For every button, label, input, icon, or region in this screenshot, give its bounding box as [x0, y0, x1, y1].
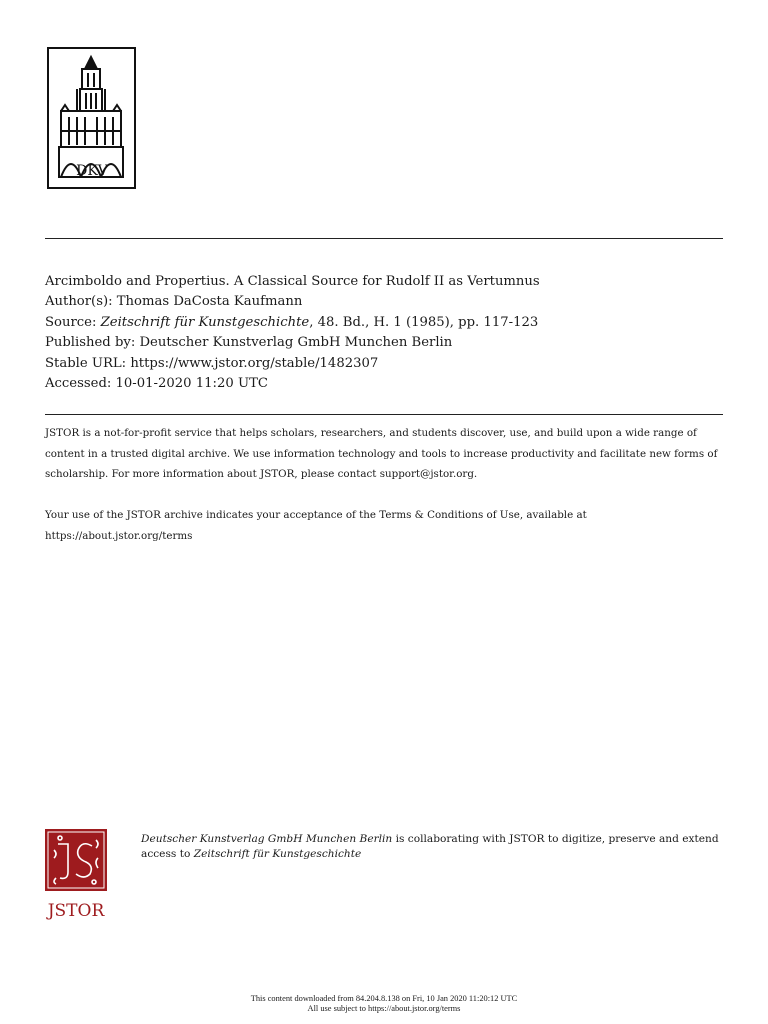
accessed-label: Accessed:: [45, 376, 112, 392]
accessed-value: 10-01-2020 11:20 UTC: [115, 376, 268, 392]
footer-terms-line: All use subject to https://about.jstor.org/terms: [307, 1004, 461, 1013]
published-by-line: [45, 333, 725, 353]
article-metadata: [45, 272, 725, 394]
download-footer: [0, 994, 768, 1014]
published-by-value[interactable]: Deutscher Kunstverlag GmbH Munchen Berlin: [139, 335, 453, 351]
source-details: , 48. Bd., H. 1 (1985), pp. 117-123: [309, 314, 539, 330]
dkv-cathedral-logo: [47, 47, 136, 189]
collaboration-statement: [141, 832, 731, 862]
stable-url-link[interactable]: https://www.jstor.org/stable/1482307: [130, 355, 379, 371]
collab-journal[interactable]: Zeitschrift für Kunstgeschichte: [193, 847, 362, 860]
jstor-notice: [45, 423, 725, 547]
source-line: [45, 313, 725, 333]
accessed-line: [45, 374, 725, 394]
source-journal[interactable]: Zeitschrift für Kunstgeschichte: [100, 314, 310, 330]
middle-divider: [45, 414, 723, 415]
collab-publisher: Deutscher Kunstverlag GmbH Munchen Berlin: [141, 833, 393, 845]
about-jstor-paragraph: JSTOR is a not-for-profit service that helps scholars, researchers, and students discover, use, and build upon a wide range of content in a trusted digital archive. We use information technology and tools to increase productivity and facilitate new forms of scholarship. For more information about JSTOR, please contact support@jstor.org.: [45, 427, 718, 481]
collab-text: is collaborating with JSTOR to digitize, preserve and extend access to: [141, 833, 719, 860]
terms-paragraph: Your use of the JSTOR archive indicates your acceptance of the Terms & Conditions of Use, available at https://about.jstor.org/terms: [45, 509, 587, 542]
stable-url-label: Stable URL:: [45, 355, 127, 371]
footer-download-line: This content downloaded from 84.204.8.138 on Fri, 10 Jan 2020 11:20:12 UTC: [250, 994, 518, 1003]
jstor-logo-text: JSTOR: [47, 901, 105, 920]
jstor-logo: [44, 828, 108, 920]
authors-line: [45, 292, 725, 312]
authors-value: Thomas DaCosta Kaufmann: [116, 294, 303, 310]
stable-url-line: [45, 354, 725, 374]
published-by-label: Published by:: [45, 335, 136, 351]
source-label: Source:: [45, 314, 97, 330]
top-divider: [45, 238, 723, 239]
authors-label: Author(s):: [45, 294, 113, 310]
article-title: Arcimboldo and Propertius. A Classical Source for Rudolf II as Vertumnus: [45, 274, 540, 289]
dkv-logo-text: DKV: [76, 163, 108, 179]
